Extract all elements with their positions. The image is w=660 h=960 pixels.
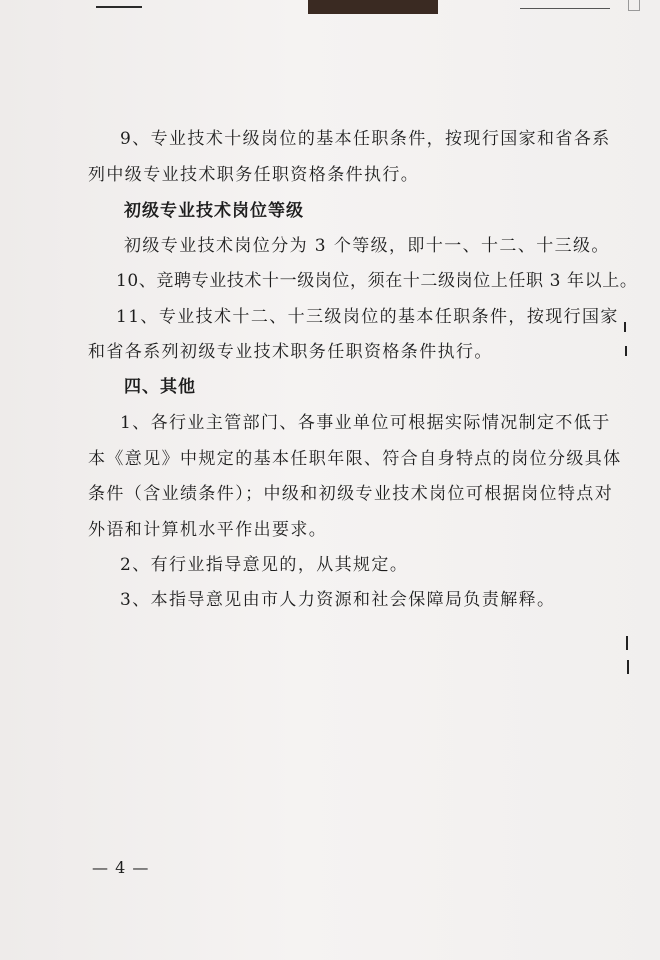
binding-mark: [624, 322, 626, 332]
paragraph-line: 条件（含业绩条件）；中级和初级专业技术岗位可根据岗位特点对: [88, 484, 614, 504]
paragraph-line: 外语和计算机水平作出要求。: [88, 520, 328, 540]
paragraph-line: 和省各系列初级专业技术职务任职资格条件执行。: [88, 342, 493, 362]
section-heading: 初级专业技术岗位等级: [124, 201, 304, 221]
paragraph-line: 本《意见》中规定的基本任职年限、符合自身特点的岗位分级具体: [88, 449, 622, 469]
paragraph-line: 10、竞聘专业技术十一级岗位，须在十二级岗位上任职 3 年以上。: [116, 271, 638, 291]
binding-mark: [626, 636, 628, 650]
section-heading: 四、其他: [124, 377, 196, 397]
scan-mark: [628, 0, 640, 11]
paragraph-line: 初级专业技术岗位分为 3 个等级，即十一、十二、十三级。: [124, 236, 610, 256]
scan-edge-shadow: [308, 0, 438, 14]
paragraph-line: 2、有行业指导意见的，从其规定。: [120, 555, 409, 575]
paragraph-line: 3、本指导意见由市人力资源和社会保障局负责解释。: [120, 590, 556, 610]
paragraph-line: 1、各行业主管部门、各事业单位可根据实际情况制定不低于: [120, 413, 611, 433]
paragraph-line: 9、专业技术十级岗位的基本任职条件，按现行国家和省各系: [120, 129, 611, 149]
scan-mark: [96, 0, 142, 8]
page-number: — 4 —: [92, 858, 150, 877]
scan-mark: [520, 0, 610, 9]
paragraph-line: 列中级专业技术职务任职资格条件执行。: [88, 165, 420, 185]
paragraph-line: 11、专业技术十二、十三级岗位的基本任职条件，按现行国家: [116, 307, 619, 327]
binding-mark: [627, 660, 629, 674]
binding-mark: [625, 346, 627, 356]
